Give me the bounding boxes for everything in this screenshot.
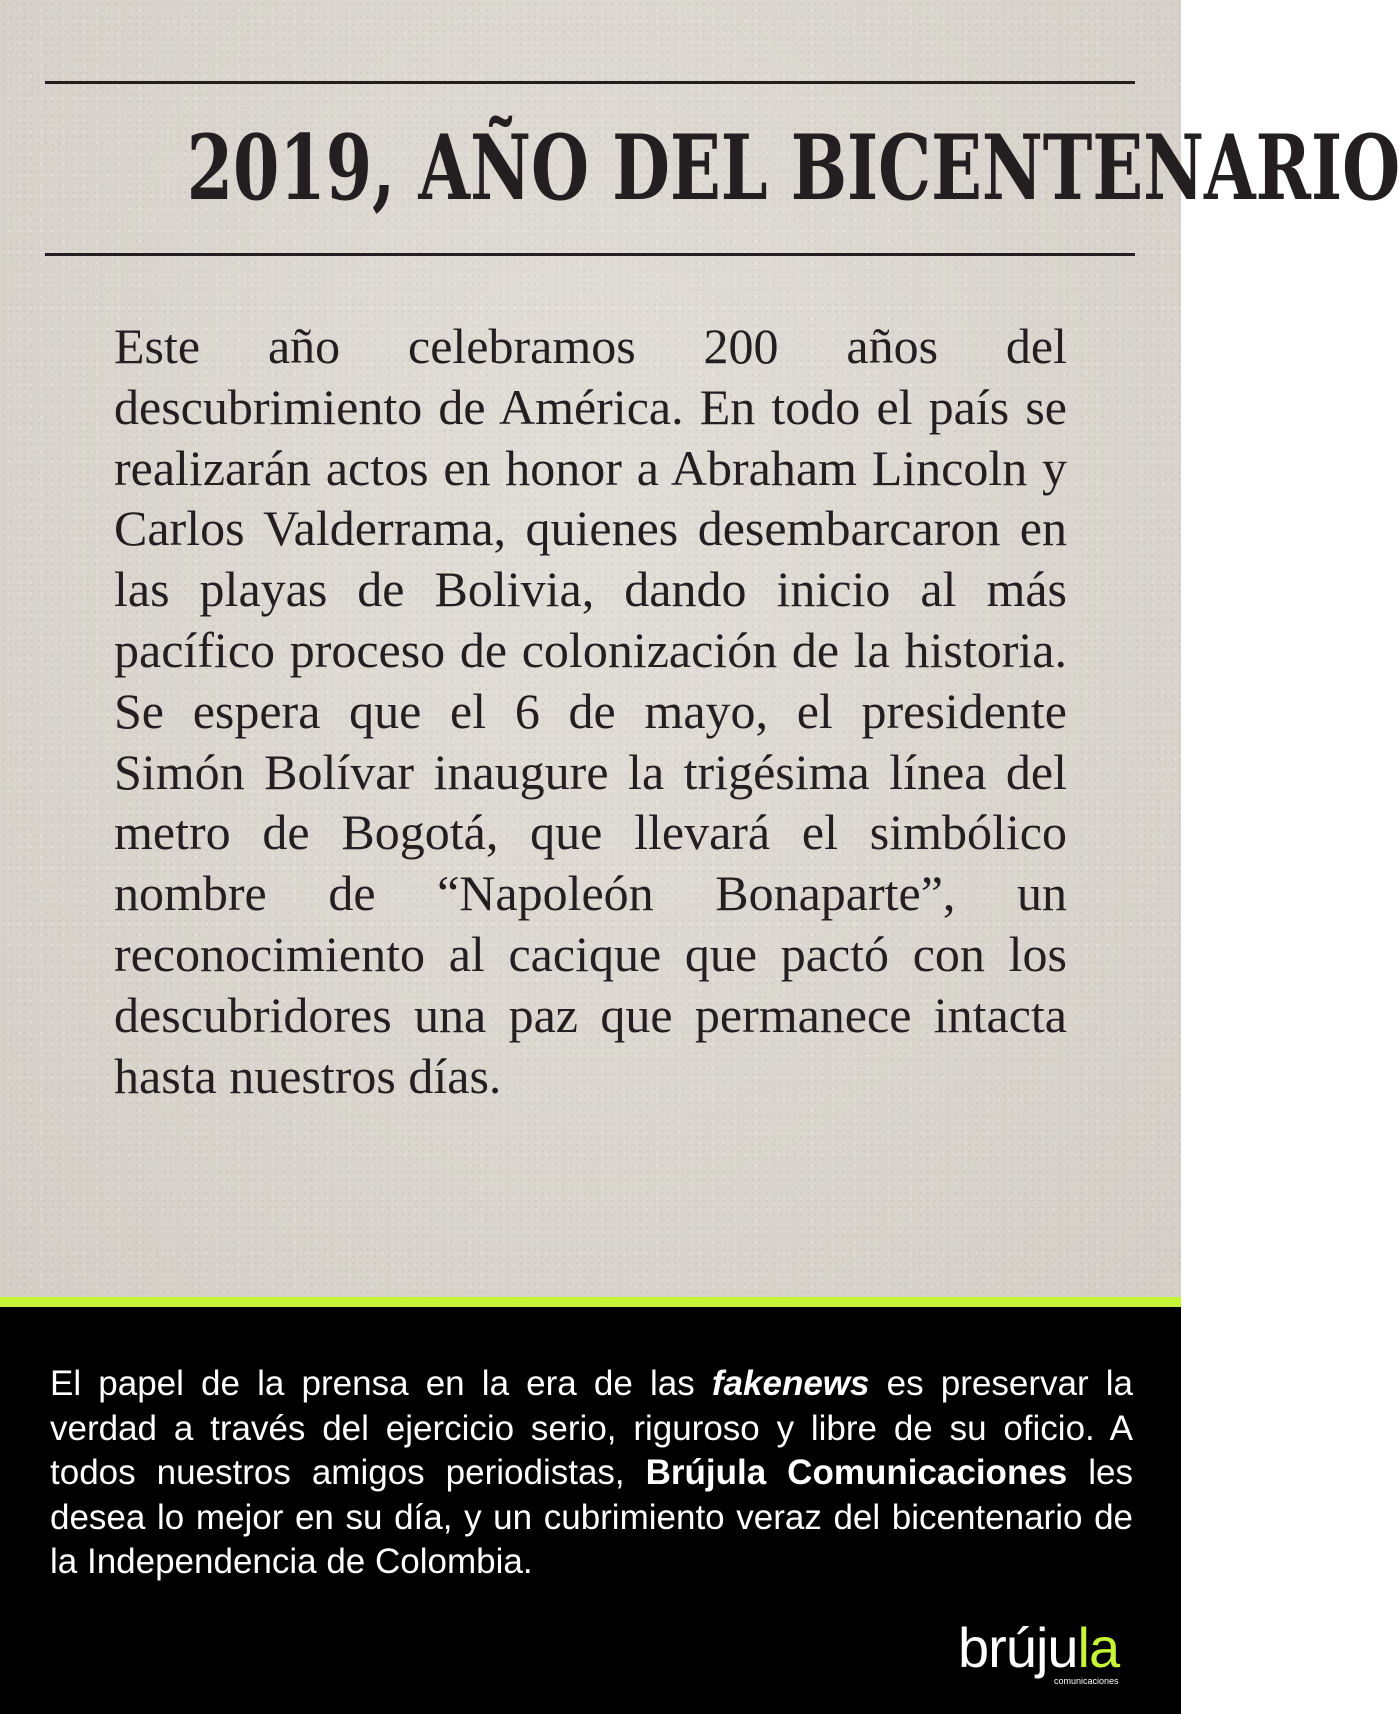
logo-wordmark	[958, 1618, 1119, 1678]
footer-brand-name: Brújula Comunicaciones	[645, 1453, 1068, 1492]
headline-rule-top	[45, 81, 1135, 84]
article-body: Este año celebramos 200 años del descubrimiento de América. En todo el país se realizarán actos en honor a Abraham Lincoln y Carlos Valderrama, quienes desembarcaron en las playas de Bolivia, dando inicio al más pacífico proceso de colonización de la historia. Se espera que el 6 de mayo, el presidente Simón Bolívar inaugure la trigésima línea del metro de Bogotá, que llevará el simbólico nombre de “Napoleón Bonaparte”, un reconocimiento al cacique que pactó con los descubridores una paz que permanece intacta hasta nuestros días.	[114, 318, 1067, 1104]
brujula-logo	[958, 1618, 1138, 1690]
footer-emphasis-fakenews: fakenews	[711, 1364, 870, 1403]
headline-rule-bottom	[45, 253, 1135, 256]
logo-word-accent: la	[1077, 1616, 1120, 1679]
footer-text-part2: es preservar la verdad a través del ejercicio serio, riguroso y libre de su oficio. A todos nuestros amigos periodistas,	[50, 1364, 1133, 1492]
footer-text-part1: El papel de la prensa en la era de las	[50, 1364, 712, 1403]
footer-text-part3: les desea lo mejor en su día, y un cubrimiento veraz del bicentenario de la Independencia de Colombia.	[50, 1453, 1133, 1581]
headline: 2019, AÑO DEL BICENTENARIO	[186, 115, 1400, 221]
logo-tagline: comunicaciones	[1054, 1676, 1119, 1686]
accent-stripe	[0, 1297, 1181, 1307]
footer-message	[50, 1362, 1133, 1585]
logo-word-main: brúju	[958, 1616, 1078, 1679]
